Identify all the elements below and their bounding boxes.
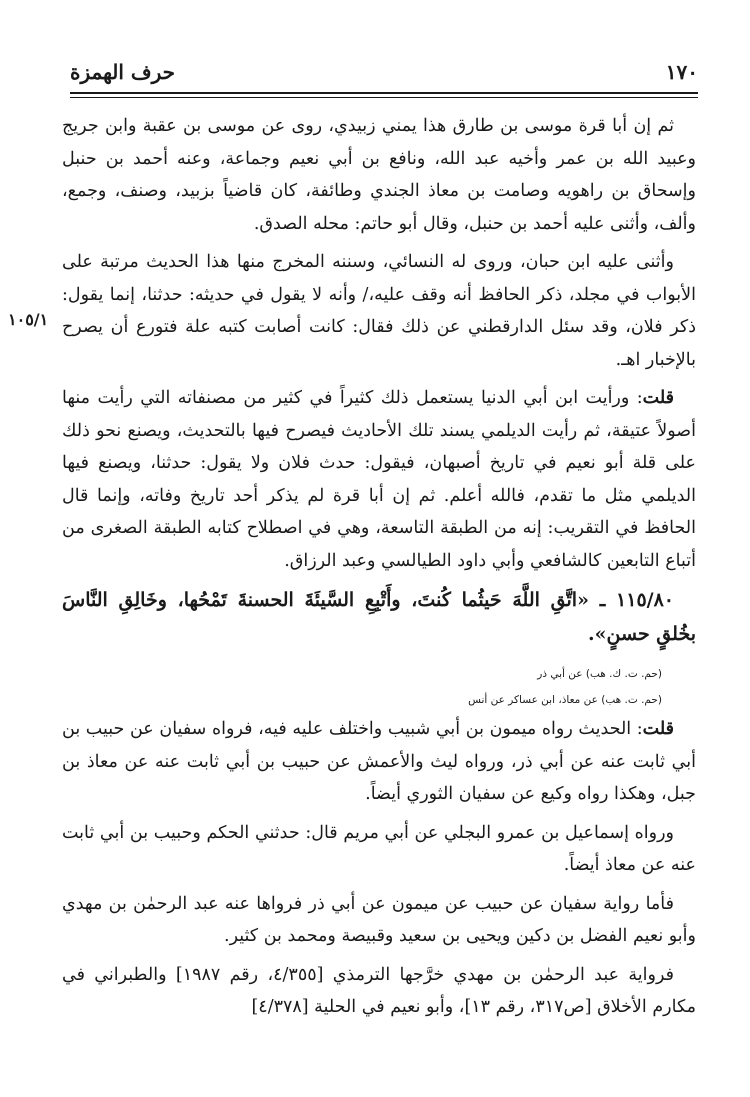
hadith-text: «اتَّقِ اللَّهَ حَيثُما كُنتَ، وأَتْبِعِ السَّيئَةَ الحسنةَ تَمْحُها، وخَالِقِ النَّاسَ بخُلقٍ حسنٍ». <box>62 589 696 645</box>
paragraph-ibn-mahdi: فرواية عبد الرحمٰن بن مهدي خرَّجها الترمذي [٤/٣٥٥، رقم ١٩٨٧] والطبراني في مكارم الأخلاق [ص٣١٧، رقم ١٣]، وأبو نعيم في الحلية [٤/٣٧٨] <box>62 964 696 1017</box>
paragraph-sufyan: فأما رواية سفيان عن حبيب عن ميمون عن أبي ذر فرواها عنه عبد الرحمٰن بن مهدي وأبو نعيم الفضل بن دكين ويحيى بن سعيد وقبيصة ومحمد بن كثير. <box>62 893 696 946</box>
source-line: (حم. ت. هب) عن معاذ، ابن عساكر عن أنس <box>468 694 662 706</box>
header-rule <box>70 92 698 98</box>
page-header <box>70 60 698 90</box>
running-title: حرف الهمزة <box>70 60 176 84</box>
paragraph-qult-2 <box>62 713 696 811</box>
qult-text: : الحديث رواه ميمون بن أبي شبيب واختلف عليه فيه، فرواه سفيان عن حبيب بن أبي ثابت عنه عن أبي ذر، ورواه ليث والأعمش عن حبيب بن أبي ثابت عنه عن معاذ بن جبل، وهكذا رواه وكيع عن سفيان الثوري أيضاً. <box>62 719 696 804</box>
paragraph-ismail: ورواه إسماعيل بن عمرو البجلي عن أبي مريم قال: حدثني الحكم وحبيب بن أبي ثابت عنه عن معاذ أيضاً. <box>62 822 696 875</box>
hadith-entry <box>62 583 696 651</box>
qult-label: قلت <box>642 719 674 739</box>
page-body <box>62 110 696 1030</box>
margin-reference: ١٠٥/١ <box>8 310 49 329</box>
page-number: ١٧٠ <box>665 60 698 84</box>
qult-text: : ورأيت ابن أبي الدنيا يستعمل ذلك كثيراً في كثير من مصنفاته التي رأيت منها أصولاً عتيقة، ثم رأيت الديلمي يسند تلك الأحاديث فيصرح فيها بالتحديث، ويصنع نحو ذلك على قلة أبو نعيم في تاريخ أصبهان، فيقول: حدث فلان ولا يقول: حدثنا، ويصنع فيها الديلمي مثل ما تقدم، فالله أعلم. ثم إن أبا قرة لم يذكر أحد تاريخ وفاته، وإنما قال الحافظ في التقريب: إنه من الطبقة التاسعة، وهي في اصطلاح كتابه الطبقة الصغرى من أتباع التابعين كالشافعي وأبي داود الطيالسي وعبد الرزاق. <box>62 388 696 571</box>
paragraph-abu-qurra: ثم إن أبا قرة موسى بن طارق هذا يمني زبيدي، روى عن موسى بن عقبة وابن جريج وعبيد الله بن عمر وأخيه عبد الله، ونافع بن أبي نعيم وجماعة، وعنه أحمد بن حنبل وإسحاق بن راهويه وصامت بن معاذ الجندي وطائفة، كان قاضياً بزبيد، وصنف، وجمع، وألف، وأثنى عليه أحمد بن حنبل، وقال أبو حاتم: محله الصدق. <box>62 116 696 234</box>
paragraph-ibn-hibban: وأثنى عليه ابن حبان، وروى له النسائي، وسننه المخرج منها هذا الحديث مرتبة على الأبواب في مجلد، ذكر الحافظ أنه وقف عليه،/ وأنه لا يقول في حديثه: حدثنا، إنما يقول: ذكر فلان، وقد سئل الدارقطني عن ذلك فقال: كانت أصابت كتبه علة فتورع أن يصرح بالإخبار اهـ. <box>62 252 696 370</box>
source-line: (حم. ت. ك. هب) عن أبي ذر <box>537 668 662 680</box>
hadith-number: ١١٥/٨٠ ـ <box>599 589 674 611</box>
paragraph-qult-1 <box>62 382 696 577</box>
qult-label: قلت <box>642 388 674 408</box>
